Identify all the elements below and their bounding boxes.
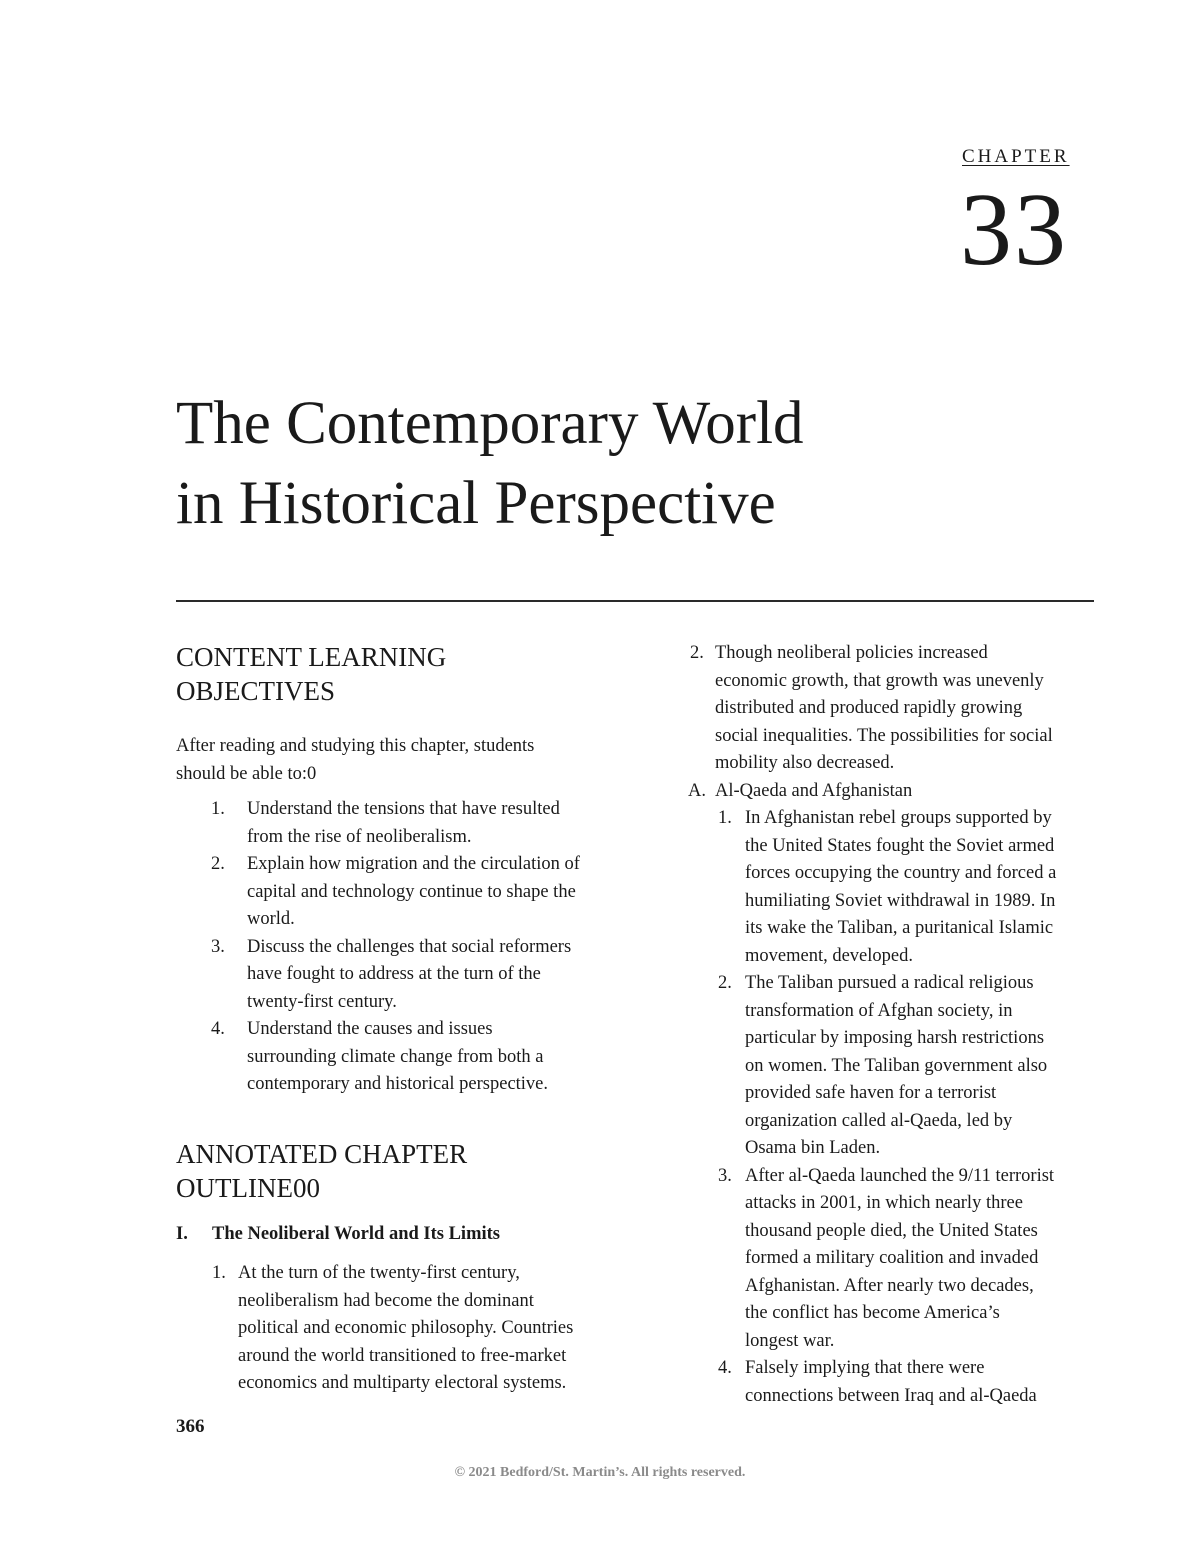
list-item-text: transformation of Afghan society, in [745, 1000, 1013, 1021]
list-item-number: 4. [718, 1358, 732, 1378]
list-item [688, 805, 1098, 970]
list-item-text: the United States fought the Soviet armed [745, 835, 1055, 856]
part-heading [176, 1221, 631, 1249]
list-item-text: political and economic philosophy. Countries [238, 1318, 574, 1338]
list-item-text: Discuss the challenges that social reformers [247, 936, 572, 957]
list-item [176, 851, 631, 934]
list-item-text: Explain how migration and the circulation of [247, 854, 580, 874]
list-item-text: twenty-first century. [247, 991, 397, 1012]
subsection-title: Al-Qaeda and Afghanistan [715, 780, 913, 801]
list-item-number: 2. [690, 643, 704, 663]
list-item-text: from the rise of neoliberalism. [247, 826, 472, 847]
list-item-text: contemporary and historical perspective. [247, 1074, 549, 1094]
title-rule [176, 600, 1094, 602]
list-item-text: neoliberalism had become the dominant [238, 1290, 534, 1311]
list-item-text: In Afghanistan rebel groups supported by [745, 808, 1052, 828]
list-item-text: thousand people died, the United States [745, 1220, 1038, 1241]
chapter-title [176, 384, 804, 544]
objectives-heading-line2: OBJECTIVES [176, 676, 336, 706]
list-item-text: world. [247, 909, 295, 929]
list-item [688, 1355, 1098, 1410]
page-number: 366 [176, 1416, 205, 1437]
right-column [688, 640, 1098, 1410]
list-item-text: forces occupying the country and forced a [745, 863, 1057, 883]
list-item-text: capital and technology continue to shape the [247, 881, 576, 902]
list-item [688, 640, 1098, 778]
objectives-heading-line1: CONTENT LEARNING [176, 642, 447, 672]
list-item-text: The Taliban pursued a radical religious [745, 973, 1034, 993]
part-roman-numeral: I. [176, 1223, 188, 1244]
list-item-number: 1. [212, 1263, 226, 1283]
list-item-number: 3. [211, 936, 225, 957]
objectives-list [176, 796, 631, 1099]
chapter-title-line1: The Contemporary World [176, 390, 804, 457]
list-item-text: on women. The Taliban government also [745, 1055, 1048, 1076]
outline-list-right [688, 640, 1098, 778]
list-item-text: Afghanistan. After nearly two decades, [745, 1275, 1034, 1296]
outline-heading [176, 1137, 631, 1205]
list-item-text: have fought to address at the turn of the [247, 964, 541, 984]
outline-heading-line1: ANNOTATED CHAPTER [176, 1138, 468, 1169]
chapter-label: CHAPTER [962, 146, 1070, 167]
outline-heading-line2: OUTLINE00 [176, 1172, 320, 1203]
list-item-text: organization called al-Qaeda, led by [745, 1110, 1013, 1131]
list-item-text: humiliating Soviet withdrawal in 1989. In [745, 890, 1056, 911]
list-item-text: the conflict has become America’s [745, 1303, 1000, 1323]
list-item-text: Understand the causes and issues [247, 1019, 493, 1039]
list-item-number: 3. [718, 1165, 732, 1186]
list-item-number: 1. [718, 808, 732, 828]
list-item-text: particular by imposing harsh restrictions [745, 1028, 1045, 1048]
list-item-text: After al-Qaeda launched the 9/11 terrorist [745, 1165, 1055, 1186]
list-item [176, 934, 631, 1017]
list-item-number: 4. [211, 1019, 225, 1039]
objectives-intro-line1: After reading and studying this chapter, students [176, 736, 535, 756]
list-item-text: longest war. [745, 1330, 835, 1351]
list-item-text: economics and multiparty electoral systems. [238, 1373, 567, 1393]
list-item-text: social inequalities. The possibilities for social [715, 725, 1053, 746]
list-item-number: 2. [211, 854, 225, 874]
list-item-text: provided safe haven for a terrorist [745, 1083, 997, 1103]
list-item-text: mobility also decreased. [715, 753, 895, 773]
objectives-intro-line2: should be able to:0 [176, 763, 317, 784]
chapter-number: 33 [960, 172, 1068, 287]
list-item-text: around the world transitioned to free-market [238, 1345, 567, 1366]
list-item-text: movement, developed. [745, 945, 913, 966]
list-item-text: surrounding climate change from both a [247, 1046, 544, 1067]
objectives-intro [176, 733, 596, 788]
list-item [176, 796, 631, 851]
list-item-text: formed a military coalition and invaded [745, 1248, 1039, 1268]
list-item-text: At the turn of the twenty-first century, [238, 1263, 520, 1283]
list-item-text: distributed and produced rapidly growing [715, 698, 1023, 718]
list-item-text: economic growth, that growth was unevenly [715, 670, 1044, 691]
list-item-text: Falsely implying that there were [745, 1358, 985, 1378]
list-item-number: 1. [211, 799, 225, 819]
subsection-letter: A. [688, 780, 706, 801]
list-item-number: 2. [718, 973, 732, 993]
outline-list-left [176, 1260, 631, 1398]
list-item-text: Osama bin Laden. [745, 1138, 881, 1158]
objectives-heading [176, 640, 631, 708]
subsection-list [688, 805, 1098, 1410]
list-item [688, 1163, 1098, 1356]
list-item [176, 1016, 631, 1099]
list-item [176, 1260, 631, 1398]
chapter-title-line2: in Historical Perspective [176, 470, 776, 537]
list-item-text: Understand the tensions that have resulted [247, 799, 560, 819]
copyright-notice: © 2021 Bedford/St. Martin’s. All rights reserved. [454, 1465, 746, 1480]
part-title: The Neoliberal World and Its Limits [212, 1223, 500, 1244]
list-item-text: connections between Iraq and al-Qaeda [745, 1385, 1037, 1406]
left-column [176, 640, 631, 1398]
list-item-text: its wake the Taliban, a puritanical Islamic [745, 918, 1054, 938]
subsection-heading [688, 778, 1098, 806]
list-item [688, 970, 1098, 1163]
list-item-text: Though neoliberal policies increased [715, 643, 988, 663]
list-item-text: attacks in 2001, in which nearly three [745, 1193, 1023, 1213]
